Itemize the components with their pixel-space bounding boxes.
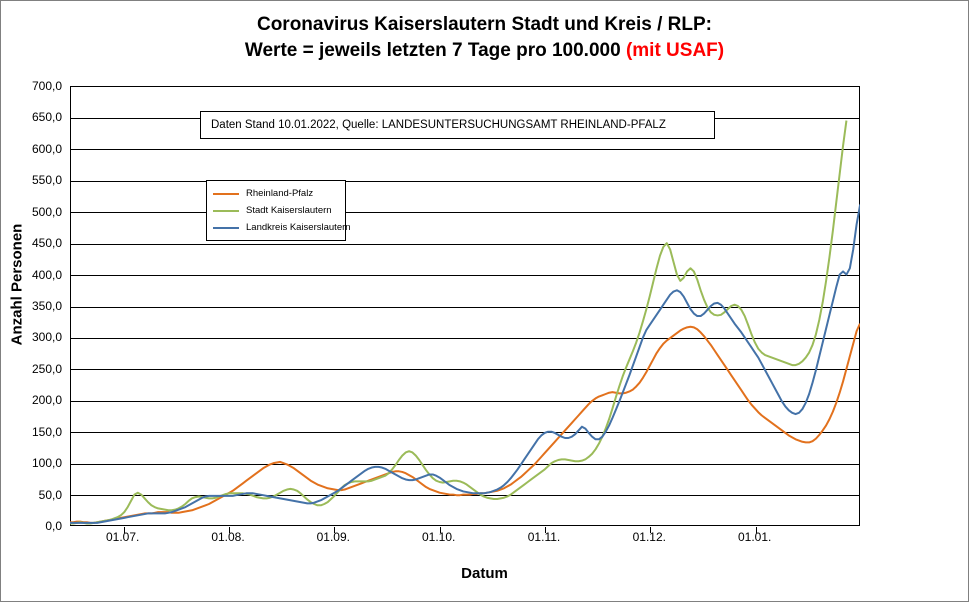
legend-item <box>207 219 351 236</box>
data-source-note-text: Daten Stand 10.01.2022, Quelle: LANDESUNTERSUCHUNGSAMT RHEINLAND-PFALZ <box>211 119 666 131</box>
y-axis-tick-label: 250,0 <box>31 361 62 376</box>
y-axis-tick-label: 50,0 <box>38 487 62 502</box>
y-axis-tick-label: 200,0 <box>31 393 62 408</box>
x-axis-tick-label: 01.07. <box>106 530 140 544</box>
y-axis-tick-label: 400,0 <box>31 267 62 282</box>
legend-label: Landkreis Kaiserslautern <box>246 222 351 233</box>
y-axis-tick-label: 150,0 <box>31 424 62 439</box>
legend-swatch <box>213 227 239 229</box>
chart-legend <box>206 180 351 241</box>
series-lines <box>70 86 860 526</box>
legend-swatch <box>213 210 239 212</box>
y-axis-tick-label: 350,0 <box>31 299 62 313</box>
x-axis-tick-label: 01.09. <box>316 530 350 544</box>
y-axis-tick-label: 100,0 <box>31 456 62 471</box>
y-axis-tick-label: 700,0 <box>31 79 62 93</box>
legend-label: Rheinland-Pfalz <box>246 188 314 199</box>
y-axis-tick-label: 0,0 <box>45 519 62 533</box>
x-axis-tick-label: 01.11. <box>527 530 561 544</box>
title-line-2-plain: Werte = jeweils letzten 7 Tage pro 100.000 <box>244 40 626 61</box>
series-line <box>70 200 860 522</box>
legend-item <box>207 202 345 219</box>
x-axis-tick-label: 01.12. <box>632 530 666 544</box>
y-axis-tick-label: 450,0 <box>31 236 62 251</box>
series-line <box>70 324 860 523</box>
x-axis-tick-label: 01.08. <box>211 530 245 544</box>
legend-item <box>207 185 345 202</box>
y-axis-tick-label: 500,0 <box>31 204 62 219</box>
legend-swatch <box>213 193 239 195</box>
page-title <box>0 12 969 64</box>
legend-label: Stadt Kaiserslautern <box>246 205 332 216</box>
y-axis-tick-label: 550,0 <box>31 173 62 188</box>
y-axis-tick-label: 650,0 <box>31 110 62 125</box>
x-axis-title: Datum <box>461 565 508 582</box>
title-line-1: Coronavirus Kaiserslautern Stadt und Kreis / RLP: <box>256 14 713 35</box>
data-source-note <box>200 111 715 139</box>
y-axis-title: Anzahl Personen <box>8 223 26 346</box>
y-axis-tick-label: 300,0 <box>31 330 62 345</box>
x-axis-labels <box>70 530 860 550</box>
plot-area <box>70 86 860 526</box>
title-line-2 <box>0 38 969 64</box>
x-axis-tick-label: 01.10. <box>422 530 456 544</box>
title-usaf-highlight: (mit USAF) <box>625 40 725 61</box>
x-axis-tick-label: 01.01. <box>738 530 772 544</box>
y-axis-tick-label: 600,0 <box>31 141 62 156</box>
series-line <box>70 121 846 524</box>
